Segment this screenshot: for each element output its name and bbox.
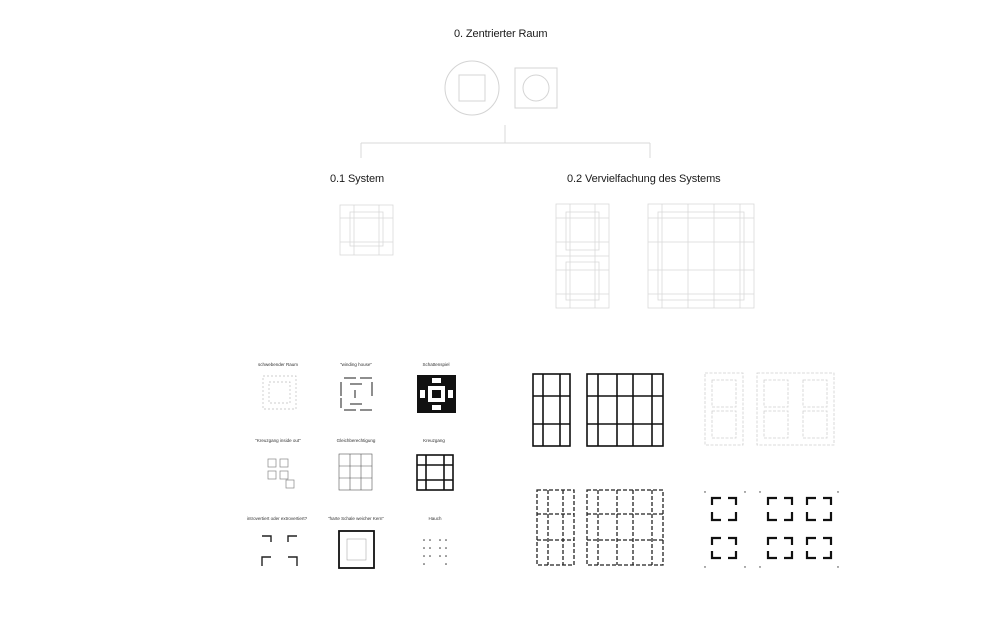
plan-corner-dots [704, 491, 838, 567]
study-label-4: "Kreuzgang inside out" [255, 438, 301, 443]
circle-with-square-icon [445, 61, 499, 115]
inner-circle-shape [523, 75, 549, 101]
multiplication-quad-module [648, 204, 754, 308]
root-icons [445, 61, 557, 115]
system-module [340, 205, 393, 255]
study-equality-grid [339, 454, 372, 490]
square-with-circle-icon [515, 68, 557, 108]
multiplication-heading: 0.2 Vervielfachung des Systems [567, 173, 721, 185]
study-introvert-extrovert [262, 536, 297, 566]
study-label-5: Gleichberechtigung [336, 438, 376, 443]
system-heading: 0.1 System [330, 173, 385, 185]
study-label-2: "winding house" [340, 362, 372, 367]
study-cloister-inside-out [268, 459, 294, 488]
plan-bold-double [533, 374, 570, 446]
study-breath [423, 539, 447, 565]
plan-light-quad [757, 373, 834, 445]
study-hard-shell [339, 531, 374, 568]
plan-bold-quad [587, 374, 663, 446]
plan-light-double [705, 373, 743, 445]
inner-square-shape [459, 75, 485, 101]
plan-dashed-quad [587, 490, 663, 565]
study-cloister [417, 455, 453, 490]
study-label-6: Kreuzgang [423, 438, 445, 443]
study-shadow-play [417, 375, 456, 413]
multiplication-double-module [556, 204, 609, 308]
study-label-7: introvertiert oder extrovertiert? [246, 516, 308, 521]
study-label-9: Hauch [428, 516, 442, 521]
root-heading: 0. Zentrierter Raum [454, 28, 548, 40]
plan-corner-brackets [712, 498, 831, 558]
study-floating-space [263, 376, 296, 409]
study-label-3: Schattenspiel [422, 362, 450, 367]
plan-dashed-double [537, 490, 574, 565]
tree-connector [361, 125, 650, 158]
study-winding-house [341, 378, 372, 410]
study-label-8: "harte Schale weicher Kern" [328, 516, 384, 521]
study-label-1: schwebender Raum [257, 362, 299, 367]
